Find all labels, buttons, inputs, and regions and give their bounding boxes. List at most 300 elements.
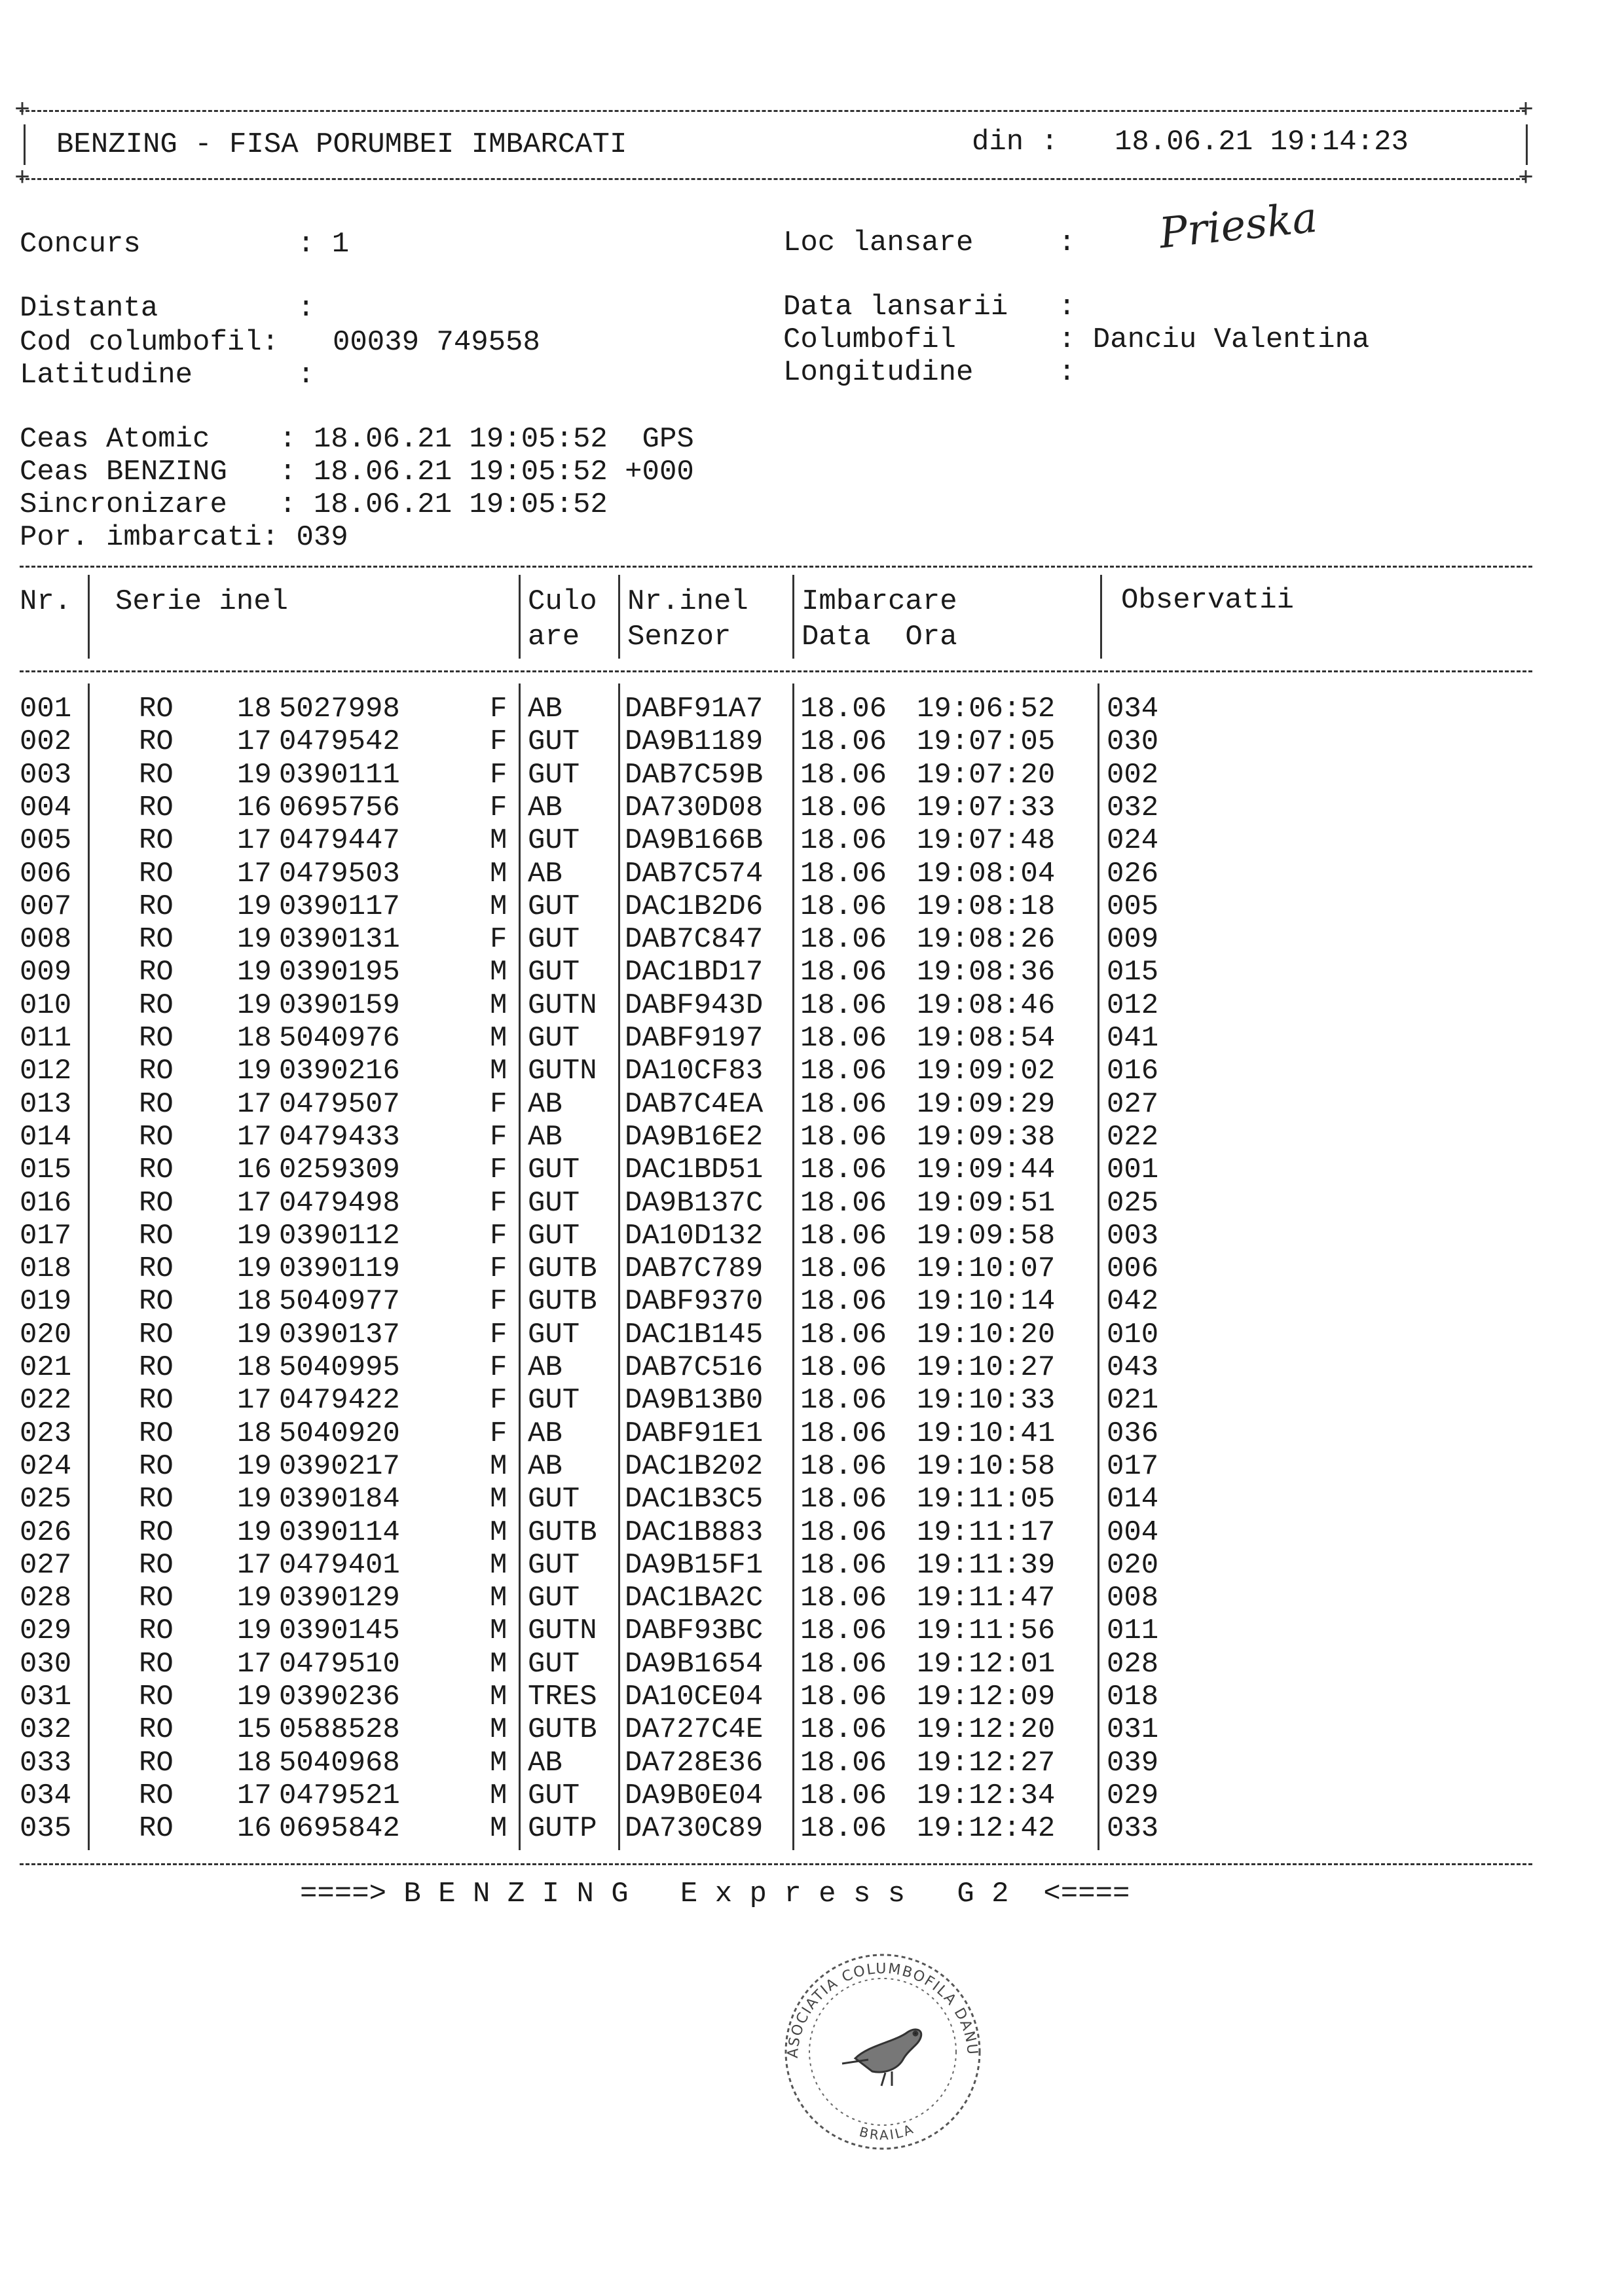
corner-mark: + [14, 164, 31, 194]
document-title: BENZING - FISA PORUMBEI IMBARCATI [56, 128, 627, 161]
sensor-ring: DA10CF83 [625, 1055, 764, 1087]
sensor-ring: DA728E36 [625, 1747, 764, 1779]
boarding-date: 18.06 [800, 1384, 887, 1417]
boarding-time: 19:10:27 [917, 1351, 1056, 1384]
row-number: 019 [20, 1285, 72, 1318]
sex: M [490, 858, 507, 890]
row-number: 007 [20, 890, 72, 923]
boarding-date: 18.06 [800, 792, 887, 824]
color-code: GUT [528, 890, 580, 923]
color-code: GUT [528, 725, 580, 758]
remark-code: 002 [1107, 759, 1159, 792]
boarding-date: 18.06 [800, 1450, 887, 1483]
ring-number: 0390137 [279, 1319, 400, 1351]
boarding-time: 19:12:09 [917, 1681, 1056, 1713]
sync-line: Sincronizare : 18.06.21 19:05:52 [20, 488, 608, 521]
boarding-date: 18.06 [800, 1417, 887, 1450]
ring-number: 0479507 [279, 1088, 400, 1121]
boarding-time: 19:07:20 [917, 759, 1056, 792]
sex: M [490, 1747, 507, 1779]
boarding-time: 19:08:04 [917, 858, 1056, 890]
boarding-date: 18.06 [800, 1319, 887, 1351]
remark-code: 003 [1107, 1220, 1159, 1252]
row-number: 033 [20, 1747, 72, 1779]
remark-code: 011 [1107, 1614, 1159, 1647]
remark-code: 021 [1107, 1384, 1159, 1417]
col-header-color-2: are [528, 621, 580, 653]
footer-banner: ====> B E N Z I N G E x p r e s s G 2 <==== [300, 1878, 1130, 1910]
boarding-date: 18.06 [800, 1285, 887, 1318]
row-number: 023 [20, 1417, 72, 1450]
boarding-date: 18.06 [800, 1681, 887, 1713]
boarding-time: 19:10:58 [917, 1450, 1056, 1483]
longitude-label: Longitudine [783, 356, 974, 389]
remark-code: 039 [1107, 1747, 1159, 1779]
concurs-label: Concurs [20, 228, 141, 261]
ring-number: 0390117 [279, 890, 400, 923]
sex: F [490, 1154, 507, 1186]
boarding-time: 19:11:05 [917, 1483, 1056, 1516]
row-number: 012 [20, 1055, 72, 1087]
color-code: GUT [528, 923, 580, 956]
boarding-time: 19:07:05 [917, 725, 1056, 758]
remark-code: 033 [1107, 1812, 1159, 1845]
ring-year: 19 [237, 1614, 272, 1647]
remark-code: 018 [1107, 1681, 1159, 1713]
boarding-time: 19:11:17 [917, 1516, 1056, 1549]
sex: F [490, 693, 507, 725]
ring-number: 0390236 [279, 1681, 400, 1713]
sex: F [490, 1319, 507, 1351]
boarding-date: 18.06 [800, 989, 887, 1022]
color-code: AB [528, 1417, 563, 1450]
boarding-time: 19:11:56 [917, 1614, 1056, 1647]
remark-code: 001 [1107, 1154, 1159, 1186]
sex: F [490, 923, 507, 956]
color-code: GUT [528, 1779, 580, 1812]
ring-year: 19 [237, 989, 272, 1022]
sex: M [490, 1022, 507, 1055]
header-col-sep [519, 575, 521, 659]
boarding-time: 19:09:58 [917, 1220, 1056, 1252]
row-number: 008 [20, 923, 72, 956]
release-date-label: Data lansarii [783, 291, 1008, 323]
boarding-time: 19:09:02 [917, 1055, 1056, 1087]
header-bottom-rule [20, 178, 1526, 180]
ring-year: 19 [237, 923, 272, 956]
sex: M [490, 1614, 507, 1647]
row-number: 034 [20, 1779, 72, 1812]
release-location-handwritten: Prieska [1156, 193, 1320, 259]
sensor-ring: DA9B16E2 [625, 1121, 764, 1154]
country-code: RO [139, 1648, 174, 1681]
country-code: RO [139, 956, 174, 989]
boarding-date: 18.06 [800, 1779, 887, 1812]
row-number: 025 [20, 1483, 72, 1516]
table-header-rule [20, 670, 1532, 672]
color-code: GUTB [528, 1252, 597, 1285]
table-top-rule [20, 566, 1532, 568]
color-code: GUT [528, 1220, 580, 1252]
row-number: 003 [20, 759, 72, 792]
country-code: RO [139, 1450, 174, 1483]
row-number: 018 [20, 1252, 72, 1285]
ring-year: 19 [237, 1055, 272, 1087]
sex: M [490, 824, 507, 857]
ring-number: 0479447 [279, 824, 400, 857]
remark-code: 012 [1107, 989, 1159, 1022]
color-code: AB [528, 792, 563, 824]
latitude-label: Latitudine [20, 359, 193, 392]
ring-number: 5040995 [279, 1351, 400, 1384]
association-stamp [764, 1934, 1002, 2168]
sex: M [490, 956, 507, 989]
color-code: GUTP [528, 1812, 597, 1845]
col-header-sensor-2: Senzor [627, 621, 731, 653]
sex: F [490, 1285, 507, 1318]
country-code: RO [139, 1384, 174, 1417]
ring-number: 0390129 [279, 1582, 400, 1614]
color-code: GUT [528, 1022, 580, 1055]
ring-number: 5040920 [279, 1417, 400, 1450]
boarding-date: 18.06 [800, 1154, 887, 1186]
remark-code: 017 [1107, 1450, 1159, 1483]
boarding-time: 19:08:26 [917, 923, 1056, 956]
row-number: 006 [20, 858, 72, 890]
ring-year: 16 [237, 792, 272, 824]
sex: F [490, 759, 507, 792]
color-code: AB [528, 1450, 563, 1483]
ring-year: 18 [237, 1351, 272, 1384]
sensor-ring: DABF943D [625, 989, 764, 1022]
color-code: GUTN [528, 989, 597, 1022]
row-number: 015 [20, 1154, 72, 1186]
body-col-sep [792, 683, 794, 1850]
ring-year: 19 [237, 890, 272, 923]
remark-code: 036 [1107, 1417, 1159, 1450]
row-number: 002 [20, 725, 72, 758]
boarding-time: 19:08:54 [917, 1022, 1056, 1055]
ring-number: 0390111 [279, 759, 400, 792]
boarding-date: 18.06 [800, 1549, 887, 1582]
fancier-code-label: Cod columbofil: [20, 326, 280, 359]
remark-code: 006 [1107, 1252, 1159, 1285]
ring-number: 0390159 [279, 989, 400, 1022]
remark-code: 032 [1107, 792, 1159, 824]
header-top-rule [20, 110, 1526, 112]
color-code: GUT [528, 1582, 580, 1614]
row-number: 014 [20, 1121, 72, 1154]
sex: M [490, 1713, 507, 1746]
boarding-time: 19:08:18 [917, 890, 1056, 923]
distance-label: Distanta [20, 292, 158, 325]
remark-code: 024 [1107, 824, 1159, 857]
country-code: RO [139, 989, 174, 1022]
row-number: 032 [20, 1713, 72, 1746]
ring-year: 17 [237, 1648, 272, 1681]
remark-code: 025 [1107, 1187, 1159, 1220]
remark-code: 004 [1107, 1516, 1159, 1549]
color-code: GUT [528, 1549, 580, 1582]
sensor-ring: DAB7C516 [625, 1351, 764, 1384]
sensor-ring: DA9B1654 [625, 1648, 764, 1681]
ring-year: 19 [237, 1252, 272, 1285]
corner-mark: + [14, 96, 31, 126]
sensor-ring: DABF91E1 [625, 1417, 764, 1450]
country-code: RO [139, 1154, 174, 1186]
ring-number: 0479510 [279, 1648, 400, 1681]
color-code: AB [528, 1747, 563, 1779]
sensor-ring: DABF9197 [625, 1022, 764, 1055]
sensor-ring: DAB7C847 [625, 923, 764, 956]
ring-year: 15 [237, 1713, 272, 1746]
sensor-ring: DA9B1189 [625, 725, 764, 758]
header-right-border [1526, 124, 1528, 165]
row-number: 005 [20, 824, 72, 857]
header-col-sep [1100, 575, 1102, 659]
sensor-ring: DA9B15F1 [625, 1549, 764, 1582]
color-code: GUT [528, 1187, 580, 1220]
country-code: RO [139, 1022, 174, 1055]
sensor-ring: DA9B166B [625, 824, 764, 857]
ring-number: 0479521 [279, 1779, 400, 1812]
ring-number: 5027998 [279, 693, 400, 725]
release-date-colon: : [1058, 291, 1076, 323]
row-number: 022 [20, 1384, 72, 1417]
ring-number: 0390131 [279, 923, 400, 956]
boarding-time: 19:09:51 [917, 1187, 1056, 1220]
sex: M [490, 1450, 507, 1483]
boarding-date: 18.06 [800, 1220, 887, 1252]
boarding-time: 19:12:01 [917, 1648, 1056, 1681]
sex: F [490, 1384, 507, 1417]
sensor-ring: DA9B137C [625, 1187, 764, 1220]
ring-year: 19 [237, 1681, 272, 1713]
remark-code: 020 [1107, 1549, 1159, 1582]
body-col-sep [1098, 683, 1099, 1850]
country-code: RO [139, 1121, 174, 1154]
color-code: GUT [528, 1319, 580, 1351]
table-bottom-rule [20, 1863, 1532, 1865]
remark-code: 022 [1107, 1121, 1159, 1154]
ring-year: 17 [237, 858, 272, 890]
boarding-date: 18.06 [800, 956, 887, 989]
concurs-value: : 1 [297, 228, 350, 261]
header-timestamp: 18.06.21 19:14:23 [1115, 126, 1409, 158]
country-code: RO [139, 1351, 174, 1384]
ring-number: 0390217 [279, 1450, 400, 1483]
header-left-border [24, 124, 26, 165]
boarding-date: 18.06 [800, 1187, 887, 1220]
color-code: GUT [528, 956, 580, 989]
color-code: GUT [528, 1154, 580, 1186]
col-header-ring-series: Serie inel [115, 585, 289, 618]
ring-year: 19 [237, 1516, 272, 1549]
boarding-date: 18.06 [800, 1614, 887, 1647]
boarding-date: 18.06 [800, 693, 887, 725]
ring-number: 0390216 [279, 1055, 400, 1087]
sensor-ring: DABF93BC [625, 1614, 764, 1647]
sex: F [490, 1252, 507, 1285]
color-code: AB [528, 1121, 563, 1154]
remark-code: 010 [1107, 1319, 1159, 1351]
ring-number: 5040977 [279, 1285, 400, 1318]
country-code: RO [139, 1812, 174, 1845]
country-code: RO [139, 725, 174, 758]
boarding-date: 18.06 [800, 1516, 887, 1549]
sensor-ring: DAB7C4EA [625, 1088, 764, 1121]
col-header-boarding-2: Data Ora [802, 621, 957, 653]
boarding-time: 19:07:48 [917, 824, 1056, 857]
boarding-time: 19:08:46 [917, 989, 1056, 1022]
ring-year: 17 [237, 1187, 272, 1220]
sensor-ring: DAC1BA2C [625, 1582, 764, 1614]
color-code: GUT [528, 824, 580, 857]
sex: M [490, 1812, 507, 1845]
ring-year: 17 [237, 1779, 272, 1812]
ring-number: 0390119 [279, 1252, 400, 1285]
ring-number: 0479542 [279, 725, 400, 758]
boarding-time: 19:11:47 [917, 1582, 1056, 1614]
boarding-time: 19:10:20 [917, 1319, 1056, 1351]
country-code: RO [139, 1220, 174, 1252]
remark-code: 027 [1107, 1088, 1159, 1121]
ring-number: 0695756 [279, 792, 400, 824]
country-code: RO [139, 1582, 174, 1614]
color-code: AB [528, 693, 563, 725]
longitude-colon: : [1058, 356, 1076, 389]
boarding-time: 19:09:44 [917, 1154, 1056, 1186]
color-code: GUT [528, 759, 580, 792]
ring-year: 18 [237, 693, 272, 725]
boarding-time: 19:07:33 [917, 792, 1056, 824]
ring-number: 0390114 [279, 1516, 400, 1549]
boarding-date: 18.06 [800, 1747, 887, 1779]
body-col-sep [88, 683, 90, 1850]
remark-code: 026 [1107, 858, 1159, 890]
sex: F [490, 1417, 507, 1450]
remark-code: 009 [1107, 923, 1159, 956]
remark-code: 043 [1107, 1351, 1159, 1384]
remark-code: 031 [1107, 1713, 1159, 1746]
pigeon-icon [842, 2030, 921, 2086]
row-number: 004 [20, 792, 72, 824]
sex: F [490, 725, 507, 758]
header-col-sep [88, 575, 90, 659]
ring-year: 17 [237, 1549, 272, 1582]
corner-mark: + [1518, 164, 1534, 194]
sex: F [490, 1351, 507, 1384]
boarding-date: 18.06 [800, 1812, 887, 1845]
sex: M [490, 1648, 507, 1681]
boarding-time: 19:09:38 [917, 1121, 1056, 1154]
embarked-count-line: Por. imbarcati: 039 [20, 521, 348, 554]
boarding-date: 18.06 [800, 1088, 887, 1121]
remark-code: 028 [1107, 1648, 1159, 1681]
col-header-boarding-1: Imbarcare [802, 585, 957, 618]
sex: F [490, 1088, 507, 1121]
remark-code: 041 [1107, 1022, 1159, 1055]
fancier-name: : Danciu Valentina [1058, 323, 1370, 356]
country-code: RO [139, 693, 174, 725]
row-number: 017 [20, 1220, 72, 1252]
distance-colon: : [297, 292, 315, 325]
release-location-label: Loc lansare [783, 227, 974, 259]
row-number: 010 [20, 989, 72, 1022]
country-code: RO [139, 759, 174, 792]
country-code: RO [139, 1088, 174, 1121]
boarding-date: 18.06 [800, 858, 887, 890]
col-header-remarks: Observatii [1121, 584, 1295, 617]
country-code: RO [139, 890, 174, 923]
sex: M [490, 1681, 507, 1713]
boarding-time: 19:09:29 [917, 1088, 1056, 1121]
sex: M [490, 890, 507, 923]
remark-code: 014 [1107, 1483, 1159, 1516]
color-code: AB [528, 1088, 563, 1121]
header-col-sep [618, 575, 620, 659]
boarding-date: 18.06 [800, 1351, 887, 1384]
color-code: GUTB [528, 1713, 597, 1746]
color-code: AB [528, 858, 563, 890]
body-col-sep [519, 683, 521, 1850]
ring-year: 18 [237, 1022, 272, 1055]
boarding-time: 19:08:36 [917, 956, 1056, 989]
country-code: RO [139, 1681, 174, 1713]
country-code: RO [139, 923, 174, 956]
ring-number: 0479401 [279, 1549, 400, 1582]
ring-number: 0390184 [279, 1483, 400, 1516]
ring-year: 19 [237, 759, 272, 792]
row-number: 013 [20, 1088, 72, 1121]
ring-number: 0259309 [279, 1154, 400, 1186]
sensor-ring: DA730C89 [625, 1812, 764, 1845]
country-code: RO [139, 792, 174, 824]
country-code: RO [139, 1285, 174, 1318]
color-code: GUTB [528, 1285, 597, 1318]
boarding-time: 19:12:34 [917, 1779, 1056, 1812]
country-code: RO [139, 1713, 174, 1746]
country-code: RO [139, 858, 174, 890]
remark-code: 015 [1107, 956, 1159, 989]
ring-number: 0479503 [279, 858, 400, 890]
boarding-date: 18.06 [800, 1022, 887, 1055]
country-code: RO [139, 1055, 174, 1087]
row-number: 001 [20, 693, 72, 725]
sensor-ring: DA727C4E [625, 1713, 764, 1746]
sensor-ring: DA9B0E04 [625, 1779, 764, 1812]
sex: F [490, 1187, 507, 1220]
sensor-ring: DAC1B145 [625, 1319, 764, 1351]
col-header-nr: Nr. [20, 585, 72, 618]
row-number: 024 [20, 1450, 72, 1483]
benzing-clock-line: Ceas BENZING : 18.06.21 19:05:52 +000 [20, 456, 694, 488]
remark-code: 016 [1107, 1055, 1159, 1087]
sensor-ring: DAC1B883 [625, 1516, 764, 1549]
country-code: RO [139, 824, 174, 857]
svg-text:BRAILA: BRAILA [857, 2120, 917, 2143]
boarding-time: 19:10:41 [917, 1417, 1056, 1450]
ring-year: 19 [237, 956, 272, 989]
sensor-ring: DAC1B202 [625, 1450, 764, 1483]
country-code: RO [139, 1779, 174, 1812]
row-number: 021 [20, 1351, 72, 1384]
col-header-sensor-1: Nr.inel [627, 585, 748, 618]
country-code: RO [139, 1516, 174, 1549]
sensor-ring: DABF9370 [625, 1285, 764, 1318]
sensor-ring: DAB7C59B [625, 759, 764, 792]
sex: M [490, 1516, 507, 1549]
